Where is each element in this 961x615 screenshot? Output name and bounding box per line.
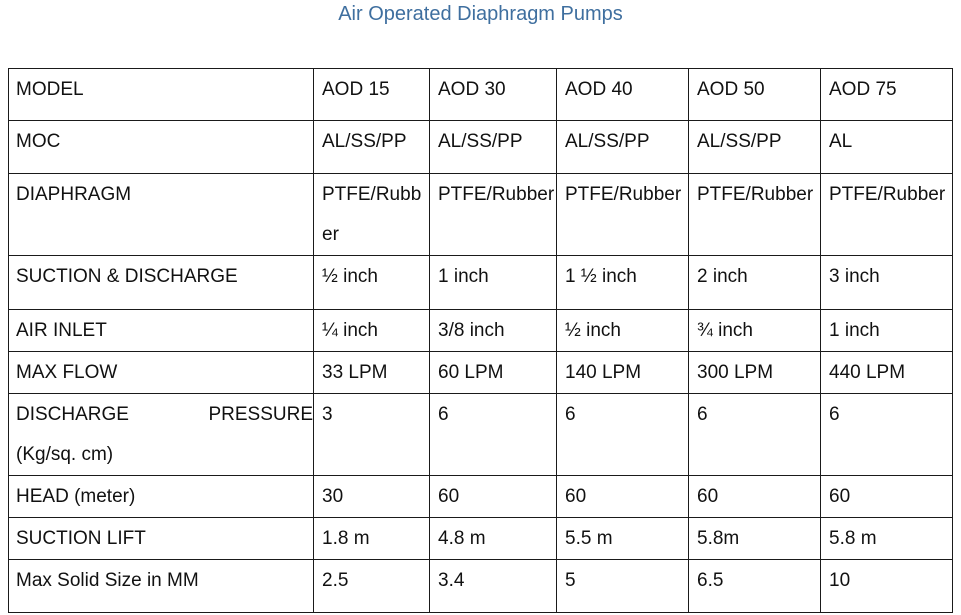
table-cell: PTFE/Rubber [689, 174, 821, 256]
table-cell: 6 [689, 394, 821, 476]
table-cell: 5.8m [689, 518, 821, 560]
table-cell: 1.8 m [314, 518, 430, 560]
table-cell: 6 [557, 394, 689, 476]
table-row-head [9, 476, 953, 518]
table-cell: 2 inch [689, 256, 821, 310]
row-label-discharge-pressure [9, 394, 314, 476]
label-line: (Kg/sq. cm) [16, 444, 114, 465]
row-label-max-solid-size: Max Solid Size in MM [9, 560, 314, 613]
table-cell: ½ inch [314, 256, 430, 310]
table-cell: 440 LPM [821, 352, 953, 394]
table-cell: 3.4 [430, 560, 557, 613]
model-cell: AOD 50 [689, 69, 821, 121]
table-cell: 300 LPM [689, 352, 821, 394]
model-cell: AOD 30 [430, 69, 557, 121]
row-label-moc: MOC [9, 121, 314, 174]
table-row-model [9, 69, 953, 121]
table-row-suction-discharge [9, 256, 953, 310]
table-cell: AL/SS/PP [430, 121, 557, 174]
row-label-diaphragm: DIAPHRAGM [9, 174, 314, 256]
table-cell: 30 [314, 476, 430, 518]
table-row-air-inlet [9, 310, 953, 352]
table-row-diaphragm [9, 174, 953, 256]
table-row-suction-lift [9, 518, 953, 560]
table-cell: 6 [821, 394, 953, 476]
table-cell: 5.8 m [821, 518, 953, 560]
table-cell: AL/SS/PP [557, 121, 689, 174]
table-cell: 3 inch [821, 256, 953, 310]
row-label-head: HEAD (meter) [9, 476, 314, 518]
table-cell: 2.5 [314, 560, 430, 613]
row-label-suction-lift: SUCTION LIFT [9, 518, 314, 560]
table-row-max-flow [9, 352, 953, 394]
specifications-table [8, 68, 953, 613]
label-line [16, 395, 313, 435]
table-cell: PTFE/Rubber [821, 174, 953, 256]
table-cell: 60 [689, 476, 821, 518]
table-cell: 140 LPM [557, 352, 689, 394]
table-cell: 6 [430, 394, 557, 476]
page-title: Air Operated Diaphragm Pumps [338, 3, 623, 25]
row-label-air-inlet: AIR INLET [9, 310, 314, 352]
table-cell: 1 inch [430, 256, 557, 310]
table-row-max-solid-size [9, 560, 953, 613]
table-cell: ¼ inch [314, 310, 430, 352]
table-cell: 60 LPM [430, 352, 557, 394]
table-cell: 3/8 inch [430, 310, 557, 352]
table-cell: ¾ inch [689, 310, 821, 352]
table-cell: 1 inch [821, 310, 953, 352]
model-cell: AOD 15 [314, 69, 430, 121]
table-cell: 33 LPM [314, 352, 430, 394]
label-word: PRESSURE [208, 404, 313, 425]
row-label-max-flow: MAX FLOW [9, 352, 314, 394]
table-cell: 60 [557, 476, 689, 518]
model-cell: AOD 75 [821, 69, 953, 121]
table-row-discharge-pressure [9, 394, 953, 476]
label-word: DISCHARGE [16, 404, 129, 425]
table-cell: 60 [430, 476, 557, 518]
table-cell: AL/SS/PP [314, 121, 430, 174]
row-label-model: MODEL [9, 69, 314, 121]
model-cell: AOD 40 [557, 69, 689, 121]
table-cell: 4.8 m [430, 518, 557, 560]
table-cell: 3 [314, 394, 430, 476]
row-label-suction-discharge: SUCTION & DISCHARGE [9, 256, 314, 310]
table-cell: PTFE/Rubber [557, 174, 689, 256]
table-cell: 1 ½ inch [557, 256, 689, 310]
table-cell: 10 [821, 560, 953, 613]
table-cell: 5.5 m [557, 518, 689, 560]
table-cell: AL/SS/PP [689, 121, 821, 174]
table-cell: PTFE/Rubber [314, 174, 430, 256]
table-cell: AL [821, 121, 953, 174]
table-cell: 6.5 [689, 560, 821, 613]
table-cell: 5 [557, 560, 689, 613]
table-cell: 60 [821, 476, 953, 518]
table-cell: ½ inch [557, 310, 689, 352]
table-row-moc [9, 121, 953, 174]
table-cell: PTFE/Rubber [430, 174, 557, 256]
